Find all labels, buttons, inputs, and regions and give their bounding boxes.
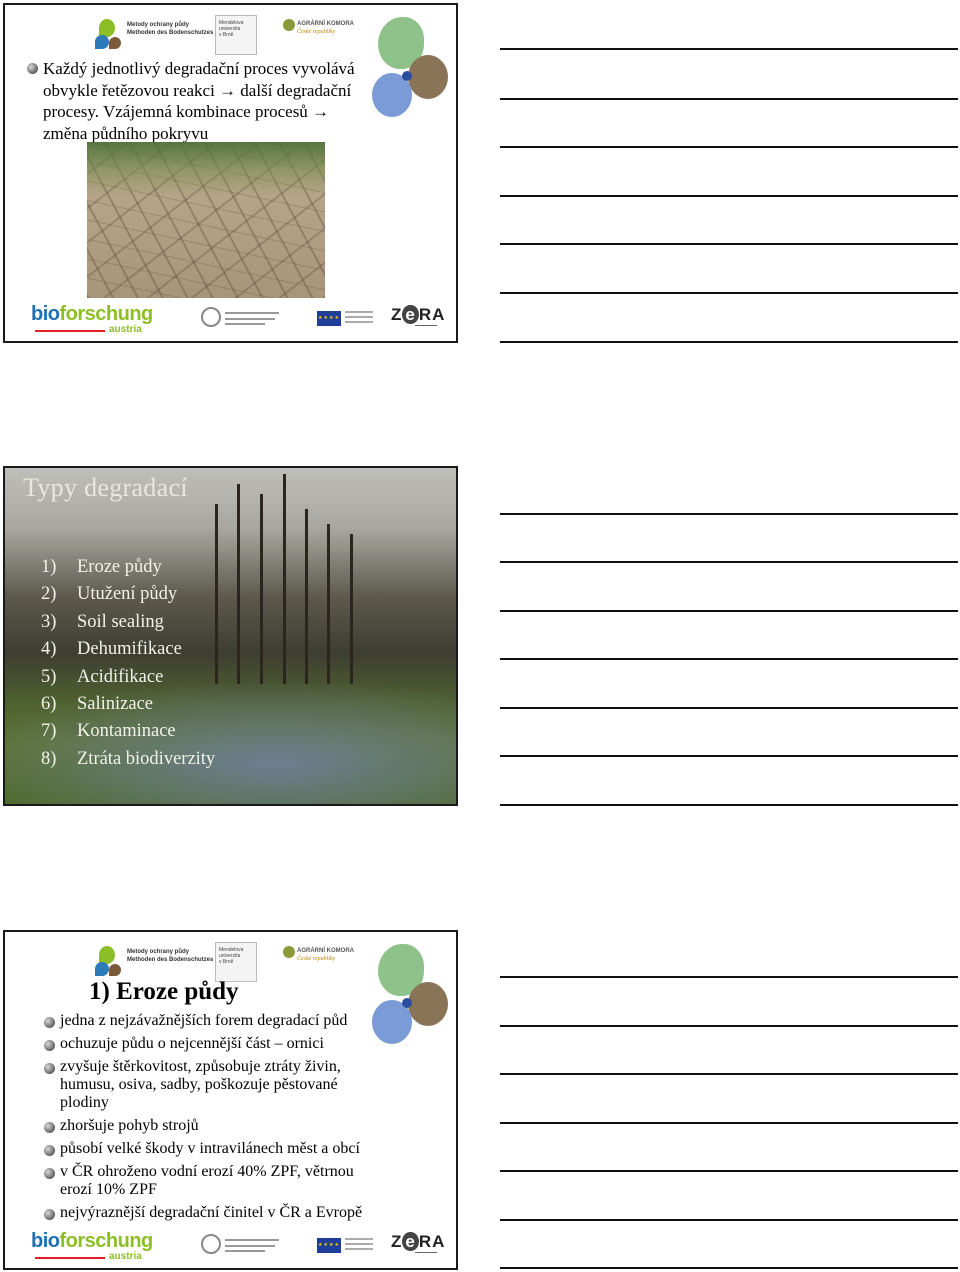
metody-ochrany-pudy-logo (93, 942, 214, 982)
slide2-title: Typy degradací (23, 473, 188, 502)
slide-1 (3, 3, 458, 343)
eu-fund-text (345, 311, 373, 326)
list-item: v ČR ohroženo vodní erozí 40% ZPF, větrnou erozí 10% ZPF (60, 1163, 354, 1198)
eu-flag-icon: ★★★★ (317, 311, 341, 326)
list-item: nejvýraznější degradační činitel v ČR a Evropě (60, 1204, 363, 1221)
zera-logo: Z e RA (391, 305, 446, 324)
mop-logo-line2: Methoden des Bodenschutzes (127, 957, 214, 963)
mu-logo-line2: univerzita (219, 953, 241, 959)
metody-ochrany-pudy-logo (93, 15, 214, 55)
list-item: 4) Dehumifikace (41, 639, 182, 660)
mendelova-univerzita-logo (215, 942, 257, 982)
mop-logo-line1: Metody ochrany půdy (127, 949, 190, 955)
list-item: 3) Soil sealing (41, 611, 164, 632)
bullet-icon (44, 1145, 55, 1156)
bullet-icon (44, 1122, 55, 1133)
ak-logo-line2: České republiky (297, 29, 336, 35)
agrarni-komora-logo (281, 15, 361, 55)
mu-logo-line3: v Brně (219, 32, 234, 38)
slide1-text (43, 58, 423, 144)
list-item: působí velké škody v intravilánech měst a obcí (60, 1140, 360, 1157)
list-item: jedna z nejzávažnějších forem degradací půd (60, 1012, 348, 1029)
bullet-icon (44, 1168, 55, 1179)
ak-logo-line1: AGRÁRNÍ KOMORA (297, 21, 354, 27)
list-item: 2) Utužení půdy (41, 584, 178, 605)
eu-program-logo (201, 307, 281, 327)
slide1-footer (5, 301, 456, 341)
bioforschung-austria: austria (109, 324, 142, 335)
bullet-icon (44, 1017, 55, 1028)
bioforschung-austria: austria (109, 1251, 142, 1262)
ak-logo-line2: České republiky (297, 956, 336, 962)
mu-logo-line3: v Brně (219, 959, 234, 965)
bioforschung-logo: bioforschung (31, 1230, 153, 1252)
mu-logo-line2: univerzita (219, 26, 241, 32)
list-item: zhoršuje pohyb strojů (60, 1117, 199, 1134)
list-item: zvyšuje štěrkovitost, způsobuje ztráty živin, humusu, osiva, sadby, poškozuje pěstované plodiny (60, 1058, 341, 1111)
eu-program-logo (201, 1234, 281, 1254)
ak-logo-line1: AGRÁRNÍ KOMORA (297, 948, 354, 954)
list-item: 1) Eroze půdy (41, 557, 162, 577)
slide-2 (3, 466, 458, 806)
agrarni-komora-logo (281, 942, 361, 982)
bullet-icon (44, 1040, 55, 1051)
bullet-icon (27, 63, 38, 74)
slide-3 (3, 930, 458, 1270)
bioforschung-logo: bioforschung (31, 303, 153, 325)
slide1-text-line3: procesy. Vzájemná kombinace procesů → (43, 102, 330, 121)
bullet-icon (44, 1063, 55, 1074)
slide3-footer (5, 1228, 456, 1268)
slide1-text-line2: obvykle řetězovou reakci → další degradační (43, 80, 352, 100)
mu-logo-line1: Mendelova (219, 20, 244, 26)
list-item: ochuzuje půdu o nejcennější část – ornici (60, 1035, 324, 1052)
bullet-icon (44, 1209, 55, 1220)
mop-logo-line2: Methoden des Bodenschutzes (127, 30, 214, 36)
slide3-title: 1) Eroze půdy (89, 978, 239, 1005)
zera-logo: Z e RA (391, 1232, 446, 1251)
list-item: 7) Kontaminace (41, 721, 176, 742)
eu-flag-icon: ★★★★ (317, 1238, 341, 1253)
list-item: 5) Acidifikace (41, 666, 164, 687)
cracked-soil-photo (87, 142, 325, 298)
slide1-text-line4: změna půdního pokryvu (43, 123, 209, 143)
mu-logo-line1: Mendelova (219, 947, 244, 953)
degradation-types-list (41, 554, 215, 773)
eu-fund-text (345, 1238, 373, 1253)
mendelova-univerzita-logo (215, 15, 257, 55)
list-item: 8) Ztráta biodiverzity (41, 748, 216, 769)
mop-logo-line1: Metody ochrany půdy (127, 22, 190, 28)
list-item: 6) Salinizace (41, 694, 154, 715)
slide1-text-line1: Každý jednotlivý degradační proces vyvolává (43, 59, 355, 78)
